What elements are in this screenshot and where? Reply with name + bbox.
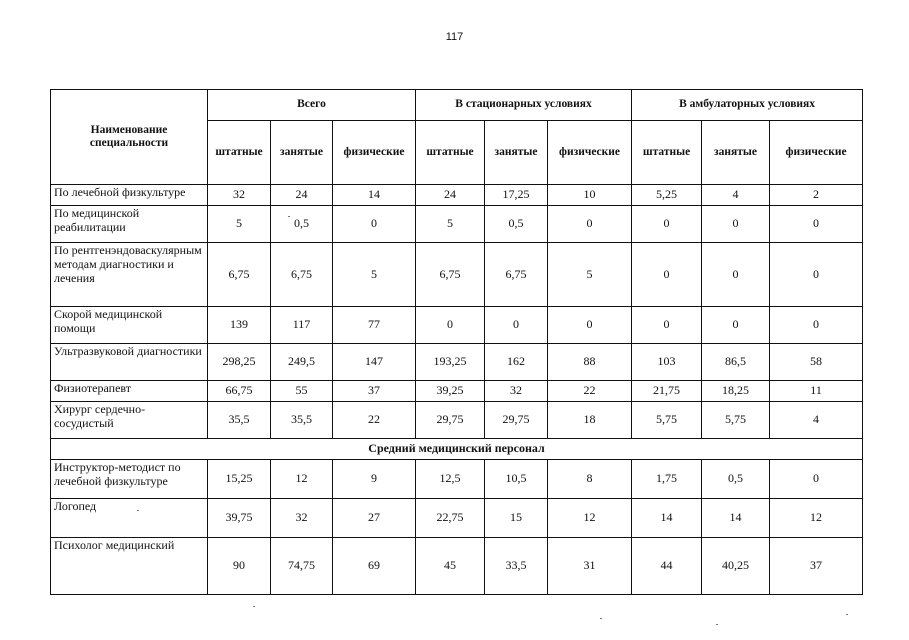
value-cell: 21,75 bbox=[632, 381, 702, 402]
value-cell: 5 bbox=[333, 243, 416, 307]
value-cell: 12 bbox=[271, 460, 333, 499]
scan-speck bbox=[137, 510, 139, 511]
value-cell: 0 bbox=[416, 307, 485, 344]
header-subcol: занятые bbox=[271, 121, 333, 185]
header-group-outpatient: В амбулаторных условиях bbox=[632, 90, 863, 121]
value-cell: 22 bbox=[548, 381, 632, 402]
specialty-name: Психолог медицинский bbox=[51, 538, 208, 595]
value-cell: 58 bbox=[770, 344, 863, 381]
value-cell: 22 bbox=[333, 402, 416, 439]
value-cell: 249,5 bbox=[271, 344, 333, 381]
value-cell: 32 bbox=[485, 381, 548, 402]
scan-speck bbox=[716, 624, 718, 625]
value-cell: 55 bbox=[271, 381, 333, 402]
value-cell: 35,5 bbox=[271, 402, 333, 439]
specialty-name: По медицинской реабилитации bbox=[51, 206, 208, 243]
value-cell: 77 bbox=[333, 307, 416, 344]
value-cell: 29,75 bbox=[485, 402, 548, 439]
value-cell: 66,75 bbox=[208, 381, 271, 402]
value-cell: 5 bbox=[416, 206, 485, 243]
table-row bbox=[51, 307, 863, 344]
value-cell: 6,75 bbox=[271, 243, 333, 307]
value-cell: 103 bbox=[632, 344, 702, 381]
header-group-inpatient: В стационарных условиях bbox=[416, 90, 632, 121]
scan-speck bbox=[846, 614, 848, 615]
value-cell: 0 bbox=[632, 307, 702, 344]
value-cell: 10 bbox=[548, 185, 632, 206]
value-cell: 31 bbox=[548, 538, 632, 595]
value-cell: 10,5 bbox=[485, 460, 548, 499]
value-cell: 0,5 bbox=[702, 460, 770, 499]
value-cell: 0,5 bbox=[485, 206, 548, 243]
value-cell: 24 bbox=[271, 185, 333, 206]
value-cell: 39,75 bbox=[208, 499, 271, 538]
value-cell: 12 bbox=[770, 499, 863, 538]
value-cell: 1,75 bbox=[632, 460, 702, 499]
header-subcol: штатные bbox=[208, 121, 271, 185]
table-row bbox=[51, 460, 863, 499]
table-row bbox=[51, 206, 863, 243]
value-cell: 0 bbox=[485, 307, 548, 344]
specialty-name: Ультразвуковой диагностики bbox=[51, 344, 208, 381]
value-cell: 35,5 bbox=[208, 402, 271, 439]
value-cell: 147 bbox=[333, 344, 416, 381]
value-cell: 0 bbox=[548, 206, 632, 243]
scan-speck bbox=[253, 606, 255, 607]
value-cell: 37 bbox=[333, 381, 416, 402]
value-cell: 74,75 bbox=[271, 538, 333, 595]
value-cell: 0 bbox=[770, 307, 863, 344]
value-cell: 298,25 bbox=[208, 344, 271, 381]
value-cell: 45 bbox=[416, 538, 485, 595]
value-cell: 0 bbox=[770, 243, 863, 307]
value-cell: 0 bbox=[770, 206, 863, 243]
value-cell: 6,75 bbox=[416, 243, 485, 307]
value-cell: 4 bbox=[770, 402, 863, 439]
value-cell: 44 bbox=[632, 538, 702, 595]
value-cell: 24 bbox=[416, 185, 485, 206]
value-cell: 18,25 bbox=[702, 381, 770, 402]
specialty-name: Скорой медицинской помощи bbox=[51, 307, 208, 344]
value-cell: 5,75 bbox=[632, 402, 702, 439]
header-subcol: физические bbox=[770, 121, 863, 185]
table-row bbox=[51, 538, 863, 595]
value-cell: 193,25 bbox=[416, 344, 485, 381]
value-cell: 4 bbox=[702, 185, 770, 206]
value-cell: 6,75 bbox=[485, 243, 548, 307]
value-cell: 14 bbox=[702, 499, 770, 538]
value-cell: 32 bbox=[271, 499, 333, 538]
value-cell: 69 bbox=[333, 538, 416, 595]
header-subcol: штатные bbox=[632, 121, 702, 185]
table-row bbox=[51, 381, 863, 402]
table-row bbox=[51, 185, 863, 206]
table-row bbox=[51, 402, 863, 439]
scan-speck bbox=[288, 216, 290, 217]
value-cell: 39,25 bbox=[416, 381, 485, 402]
value-cell: 5 bbox=[548, 243, 632, 307]
value-cell: 37 bbox=[770, 538, 863, 595]
value-cell: 0 bbox=[702, 206, 770, 243]
value-cell: 6,75 bbox=[208, 243, 271, 307]
value-cell: 9 bbox=[333, 460, 416, 499]
section-title: Средний медицинский персонал bbox=[51, 439, 863, 460]
value-cell: 2 bbox=[770, 185, 863, 206]
value-cell: 0 bbox=[548, 307, 632, 344]
value-cell: 90 bbox=[208, 538, 271, 595]
table-row bbox=[51, 499, 863, 538]
value-cell: 162 bbox=[485, 344, 548, 381]
table-row bbox=[51, 344, 863, 381]
value-cell: 8 bbox=[548, 460, 632, 499]
specialty-name: Логопед bbox=[51, 499, 208, 538]
value-cell: 17,25 bbox=[485, 185, 548, 206]
value-cell: 117 bbox=[271, 307, 333, 344]
specialty-name: По рентгенэндоваскулярным методам диагностики и лечения bbox=[51, 243, 208, 307]
value-cell: 0 bbox=[770, 460, 863, 499]
staff-table bbox=[50, 89, 863, 595]
value-cell: 27 bbox=[333, 499, 416, 538]
header-subcol: физические bbox=[333, 121, 416, 185]
value-cell: 12,5 bbox=[416, 460, 485, 499]
value-cell: 11 bbox=[770, 381, 863, 402]
value-cell: 5 bbox=[208, 206, 271, 243]
value-cell: 5,75 bbox=[702, 402, 770, 439]
value-cell: 14 bbox=[333, 185, 416, 206]
header-group-total: Всего bbox=[208, 90, 416, 121]
value-cell: 88 bbox=[548, 344, 632, 381]
header-subcol: занятые bbox=[485, 121, 548, 185]
specialty-name: Хирург сердечно-сосудистый bbox=[51, 402, 208, 439]
value-cell: 0 bbox=[632, 243, 702, 307]
header-subcol: штатные bbox=[416, 121, 485, 185]
value-cell: 15 bbox=[485, 499, 548, 538]
header-subcol: физические bbox=[548, 121, 632, 185]
value-cell: 0 bbox=[632, 206, 702, 243]
header-name-column: Наименование специальности bbox=[51, 90, 208, 185]
scan-speck bbox=[600, 618, 602, 619]
page-number: 117 bbox=[445, 31, 464, 43]
value-cell: 0 bbox=[702, 307, 770, 344]
specialty-name: Инструктор-методист по лечебной физкультуре bbox=[51, 460, 208, 499]
value-cell: 86,5 bbox=[702, 344, 770, 381]
header-subcol: занятые bbox=[702, 121, 770, 185]
value-cell: 29,75 bbox=[416, 402, 485, 439]
value-cell: 139 bbox=[208, 307, 271, 344]
value-cell: 0,5 bbox=[271, 206, 333, 243]
value-cell: 14 bbox=[632, 499, 702, 538]
value-cell: 18 bbox=[548, 402, 632, 439]
value-cell: 40,25 bbox=[702, 538, 770, 595]
value-cell: 0 bbox=[702, 243, 770, 307]
value-cell: 22,75 bbox=[416, 499, 485, 538]
specialty-name: По лечебной физкультуре bbox=[51, 185, 208, 206]
value-cell: 32 bbox=[208, 185, 271, 206]
value-cell: 0 bbox=[333, 206, 416, 243]
table-row bbox=[51, 243, 863, 307]
value-cell: 12 bbox=[548, 499, 632, 538]
value-cell: 15,25 bbox=[208, 460, 271, 499]
value-cell: 5,25 bbox=[632, 185, 702, 206]
specialty-name: Физиотерапевт bbox=[51, 381, 208, 402]
value-cell: 33,5 bbox=[485, 538, 548, 595]
